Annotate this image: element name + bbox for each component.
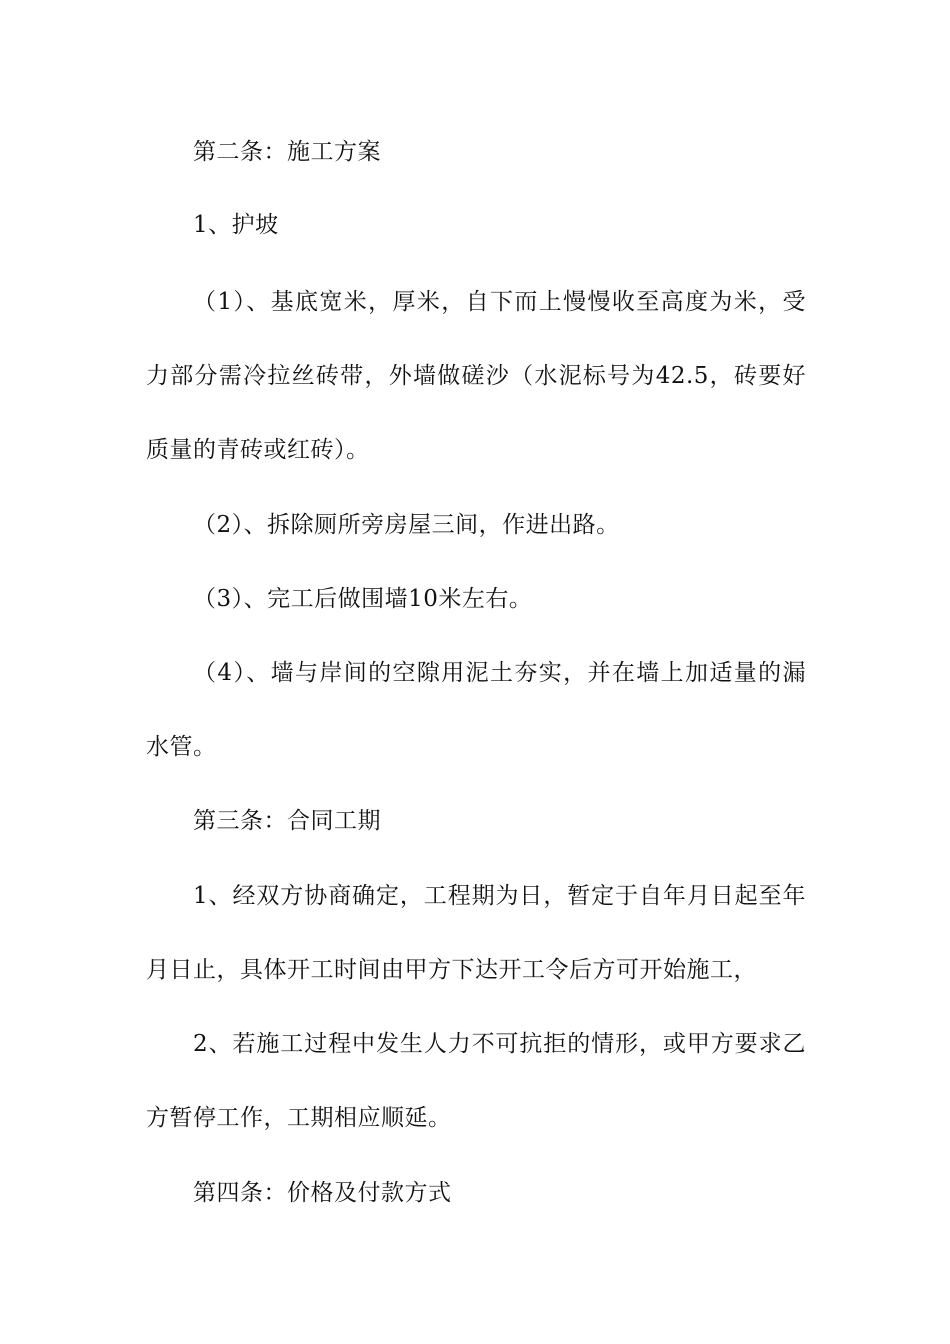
paragraph-line: 2、若施工过程中发生人力不可抗拒的情形，或甲方要求乙 [193,1031,806,1057]
paragraph-line: （2）、拆除厕所旁房屋三间，作进出路。 [193,512,620,538]
paragraph-line: 水管。 [146,734,217,760]
paragraph-line: 质量的青砖或红砖）。 [146,437,370,463]
paragraph-line: 力部分需冷拉丝砖带，外墙做磋沙（水泥标号为42.5，砖要好 [146,363,806,389]
paragraph-line: 方暂停工作，工期相应顺延。 [146,1105,452,1131]
paragraph-line: （4）、墙与岸间的空隙用泥土夯实，并在墙上加适量的漏 [193,660,806,686]
paragraph-line: （3）、完工后做围墙10米左右。 [193,586,533,612]
section-heading-2: 第二条：施工方案 [193,139,381,165]
paragraph-line: 1、经双方协商确定，工程期为日，暂定于自年月日起至年 [193,883,806,909]
section-heading-4: 第四条：价格及付款方式 [193,1180,452,1206]
item-heading-slope: 1、护坡 [193,212,279,238]
paragraph-line: 月日止，具体开工时间由甲方下达开工令后方可开始施工， [146,957,757,983]
section-heading-3: 第三条：合同工期 [193,808,381,834]
paragraph-line: （1）、基底宽米，厚米，自下而上慢慢收至高度为米，受 [193,289,806,315]
